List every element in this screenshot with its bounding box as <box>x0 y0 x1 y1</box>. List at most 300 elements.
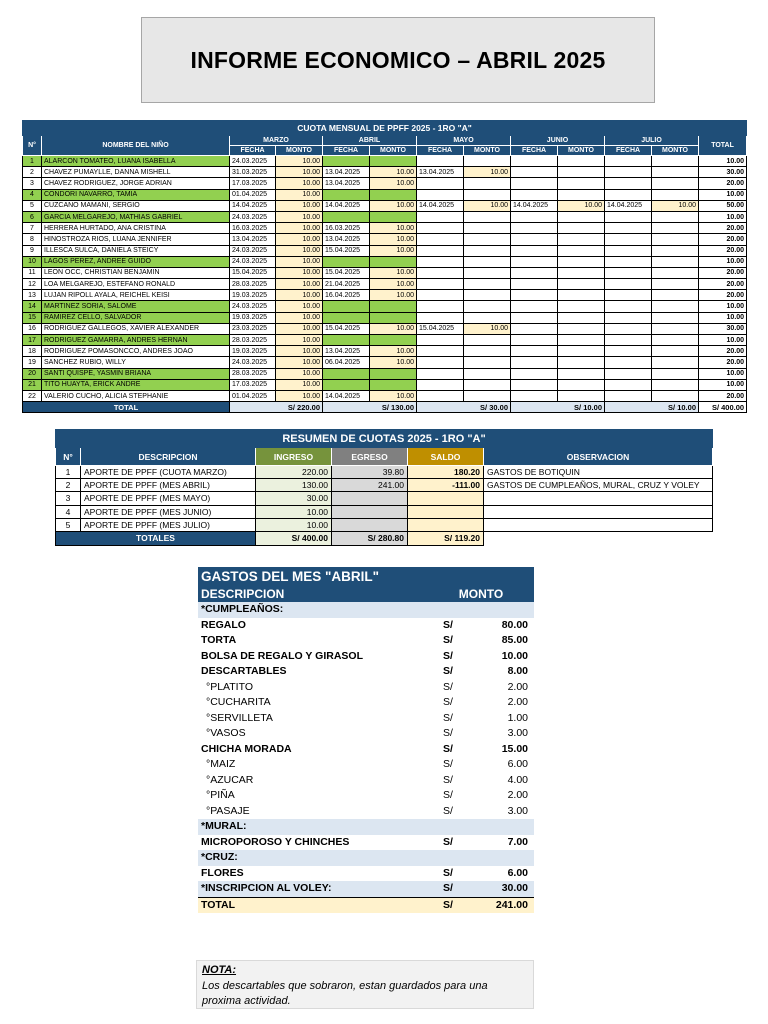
col-n-header: N° <box>23 136 42 156</box>
resumen-description: APORTE DE PPFF (MES MAYO) <box>81 492 256 505</box>
resumen-saldo <box>408 492 484 505</box>
payment-date: 13.04.2025 <box>323 346 370 357</box>
payment-amount <box>652 167 699 178</box>
payment-date <box>511 267 558 278</box>
gasto-description: °PASAJE <box>206 804 250 817</box>
student-name: CUZCANO MAMANI, SERGIO <box>42 200 230 211</box>
gasto-amount: 3.00 <box>507 804 528 817</box>
payment-date <box>417 189 464 200</box>
student-name: RODRIGUEZ GALLEGOS, XAVIER ALEXANDER <box>42 323 230 334</box>
payment-date <box>605 211 652 222</box>
student-name: RODRIGUEZ POMASONCCO, ANDRES JOAO <box>42 346 230 357</box>
row-total: 20.00 <box>699 346 747 357</box>
payment-date <box>605 390 652 401</box>
row-total: 10.00 <box>699 379 747 390</box>
payment-amount <box>464 290 511 301</box>
payment-amount <box>370 301 417 312</box>
resumen-total-saldo: S/ 119.20 <box>408 531 484 545</box>
payment-date <box>511 335 558 346</box>
resumen-saldo <box>408 518 484 531</box>
payment-amount: 10.00 <box>276 290 323 301</box>
table-row <box>23 346 747 357</box>
payment-amount <box>370 312 417 323</box>
payment-date <box>417 379 464 390</box>
gasto-description: °PIÑA <box>206 789 235 802</box>
payment-date: 31.03.2025 <box>230 167 276 178</box>
gasto-currency: S/ <box>443 696 453 709</box>
row-total: 20.00 <box>699 245 747 256</box>
payment-date <box>605 379 652 390</box>
row-number: 8 <box>23 234 42 245</box>
row-number: 20 <box>23 368 42 379</box>
resumen-row-number: 2 <box>56 479 81 492</box>
gasto-currency: S/ <box>443 634 453 647</box>
table-row <box>56 518 713 531</box>
payment-amount <box>558 256 605 267</box>
payment-amount <box>370 189 417 200</box>
payment-date <box>605 234 652 245</box>
payment-amount <box>464 301 511 312</box>
resumen-ingreso: 220.00 <box>256 466 332 479</box>
payment-amount: 10.00 <box>276 167 323 178</box>
payment-date <box>511 323 558 334</box>
gasto-description: °VASOS <box>206 727 246 740</box>
resumen-egreso: 39.80 <box>332 466 408 479</box>
resumen-saldo: -111.00 <box>408 479 484 492</box>
payment-amount <box>558 267 605 278</box>
monto-subheader: MONTO <box>464 146 511 156</box>
payment-amount <box>558 211 605 222</box>
month-total: S/ 220.00 <box>230 402 323 413</box>
payment-amount: 10.00 <box>276 245 323 256</box>
payment-amount <box>558 189 605 200</box>
payment-amount: 10.00 <box>276 223 323 234</box>
payment-amount <box>652 245 699 256</box>
payment-date: 15.04.2025 <box>417 323 464 334</box>
payment-date <box>605 290 652 301</box>
payment-amount <box>558 156 605 167</box>
gasto-amount <box>468 819 534 835</box>
payment-date: 19.03.2025 <box>230 290 276 301</box>
payment-date <box>511 189 558 200</box>
student-name: HERRERA HURTADO, ANA CRISTINA <box>42 223 230 234</box>
gasto-description: *INSCRIPCION AL VOLEY: <box>198 881 428 897</box>
cuota-mensual-table <box>22 120 747 413</box>
table-row <box>23 368 747 379</box>
payment-amount <box>558 290 605 301</box>
list-item <box>198 819 534 835</box>
payment-amount <box>652 323 699 334</box>
payment-amount: 10.00 <box>276 211 323 222</box>
row-total: 20.00 <box>699 223 747 234</box>
payment-amount <box>464 267 511 278</box>
student-name: LOA MELGAREJO, ESTEFANO RONALD <box>42 279 230 290</box>
payment-amount <box>558 357 605 368</box>
payment-date <box>511 357 558 368</box>
student-name: CONDORI NAVARRO, TAMIA <box>42 189 230 200</box>
payment-date <box>417 279 464 290</box>
row-number: 19 <box>23 357 42 368</box>
payment-amount <box>370 368 417 379</box>
row-total: 20.00 <box>699 267 747 278</box>
payment-amount <box>464 234 511 245</box>
gasto-description: FLORES <box>201 866 244 879</box>
resumen-row-number: 3 <box>56 492 81 505</box>
monto-subheader: MONTO <box>652 146 699 156</box>
resumen-cuotas-table <box>55 429 713 546</box>
payment-date: 16.03.2025 <box>230 223 276 234</box>
payment-amount <box>464 256 511 267</box>
gasto-currency: S/ <box>443 773 453 786</box>
payment-date <box>605 189 652 200</box>
row-total: 10.00 <box>699 335 747 346</box>
row-number: 5 <box>23 200 42 211</box>
payment-amount <box>558 223 605 234</box>
resumen-description: APORTE DE PPFF (CUOTA MARZO) <box>81 466 256 479</box>
payment-date: 14.04.2025 <box>605 200 652 211</box>
list-item <box>198 788 534 804</box>
row-number: 6 <box>23 211 42 222</box>
student-name: TITO HUAYTA, ERICK ANDRE <box>42 379 230 390</box>
payment-amount: 10.00 <box>370 357 417 368</box>
month-header: ABRIL <box>323 136 417 146</box>
payment-date <box>323 379 370 390</box>
table-row <box>23 290 747 301</box>
resumen-description: APORTE DE PPFF (MES JUNIO) <box>81 505 256 518</box>
list-item <box>198 602 534 618</box>
payment-date: 14.04.2025 <box>230 200 276 211</box>
resumen-row-number: 4 <box>56 505 81 518</box>
payment-amount <box>464 178 511 189</box>
resumen-saldo <box>408 505 484 518</box>
table-row <box>23 200 747 211</box>
payment-date: 01.04.2025 <box>230 189 276 200</box>
payment-date: 24.03.2025 <box>230 357 276 368</box>
payment-date <box>323 368 370 379</box>
nota-title: NOTA: <box>202 964 237 976</box>
payment-date <box>605 368 652 379</box>
payment-amount: 10.00 <box>276 346 323 357</box>
payment-date: 16.03.2025 <box>323 223 370 234</box>
gasto-currency: S/ <box>443 789 453 802</box>
payment-amount: 10.00 <box>276 368 323 379</box>
row-number: 21 <box>23 379 42 390</box>
payment-date <box>417 312 464 323</box>
payment-date <box>417 346 464 357</box>
student-name: LEON OCC, CHRISTIAN BENJAMIN <box>42 267 230 278</box>
payment-date <box>511 346 558 357</box>
payment-amount <box>464 279 511 290</box>
resumen-ingreso: 10.00 <box>256 505 332 518</box>
list-item <box>198 742 534 758</box>
payment-amount: 10.00 <box>370 178 417 189</box>
payment-date <box>323 256 370 267</box>
payment-date <box>511 245 558 256</box>
row-total: 50.00 <box>699 200 747 211</box>
resumen-observacion <box>484 505 713 518</box>
list-item <box>198 664 534 680</box>
gasto-amount: 7.00 <box>507 835 528 848</box>
payment-date <box>511 390 558 401</box>
gasto-currency: S/ <box>443 758 453 771</box>
gasto-description: TOTAL <box>198 897 428 913</box>
student-name: CHAVEZ RODRIGUEZ, JORGE ADRIAN <box>42 178 230 189</box>
fecha-subheader: FECHA <box>605 146 652 156</box>
resumen-observacion <box>484 518 713 531</box>
payment-amount: 10.00 <box>276 178 323 189</box>
payment-amount <box>464 189 511 200</box>
gastos-band-title: GASTOS DEL MES "ABRIL" <box>198 567 534 586</box>
gasto-amount: 10.00 <box>501 649 528 662</box>
list-item <box>198 726 534 742</box>
payment-amount: 10.00 <box>276 200 323 211</box>
table-row <box>23 211 747 222</box>
resumen-header-obs: OBSERVACION <box>484 448 713 466</box>
col-total-header: TOTAL <box>699 136 747 156</box>
table-row <box>23 379 747 390</box>
nota-text: Los descartables que sobraron, estan guardados para una proxima actividad. <box>202 979 488 1007</box>
month-total: S/ 130.00 <box>323 402 417 413</box>
list-item <box>198 850 534 866</box>
payment-amount <box>558 390 605 401</box>
table-row <box>56 505 713 518</box>
grand-total: S/ 400.00 <box>699 402 747 413</box>
gasto-currency: S/ <box>443 835 453 848</box>
payment-date: 06.04.2025 <box>323 357 370 368</box>
payment-amount <box>464 379 511 390</box>
payment-amount: 10.00 <box>276 312 323 323</box>
payment-date: 13.04.2025 <box>323 234 370 245</box>
gasto-amount: 1.00 <box>507 711 528 724</box>
payment-date <box>605 156 652 167</box>
fecha-subheader: FECHA <box>323 146 370 156</box>
payment-date <box>605 267 652 278</box>
row-number: 14 <box>23 301 42 312</box>
payment-amount <box>464 368 511 379</box>
payment-amount: 10.00 <box>276 156 323 167</box>
payment-amount <box>464 211 511 222</box>
student-name: MARTINEZ SORIA, SALOME <box>42 301 230 312</box>
payment-amount <box>652 346 699 357</box>
payment-date <box>417 335 464 346</box>
row-total: 10.00 <box>699 156 747 167</box>
payment-date <box>323 189 370 200</box>
table-row <box>23 335 747 346</box>
payment-amount <box>464 223 511 234</box>
payment-date <box>417 368 464 379</box>
payment-date: 15.04.2025 <box>323 323 370 334</box>
payment-date <box>417 390 464 401</box>
fecha-subheader: FECHA <box>417 146 464 156</box>
payment-date: 14.04.2025 <box>417 200 464 211</box>
payment-amount <box>652 368 699 379</box>
table-row <box>23 279 747 290</box>
payment-date: 15.04.2025 <box>230 267 276 278</box>
gasto-amount: 2.00 <box>507 696 528 709</box>
payment-amount <box>652 357 699 368</box>
gasto-description: °SERVILLETA <box>206 711 273 724</box>
table-row <box>23 178 747 189</box>
monto-subheader: MONTO <box>558 146 605 156</box>
payment-amount <box>558 301 605 312</box>
payment-amount <box>652 234 699 245</box>
payment-date <box>417 223 464 234</box>
row-number: 2 <box>23 167 42 178</box>
payment-amount <box>370 156 417 167</box>
gasto-currency: S/ <box>428 881 468 897</box>
payment-amount <box>652 223 699 234</box>
payment-amount: 10.00 <box>276 279 323 290</box>
payment-amount: 10.00 <box>276 357 323 368</box>
payment-amount: 10.00 <box>276 256 323 267</box>
list-item <box>198 680 534 696</box>
table-row <box>56 492 713 505</box>
payment-amount <box>652 178 699 189</box>
payment-amount: 10.00 <box>464 167 511 178</box>
gasto-amount: 80.00 <box>501 618 528 631</box>
student-name: GARCIA MELGAREJO, MATHIAS GABRIEL <box>42 211 230 222</box>
payment-amount <box>558 379 605 390</box>
payment-date <box>605 178 652 189</box>
payment-date: 14.04.2025 <box>323 200 370 211</box>
payment-amount <box>370 379 417 390</box>
resumen-ingreso: 130.00 <box>256 479 332 492</box>
row-total: 10.00 <box>699 312 747 323</box>
payment-date <box>605 279 652 290</box>
row-total: 20.00 <box>699 234 747 245</box>
list-item <box>198 711 534 727</box>
row-total: 10.00 <box>699 368 747 379</box>
payment-amount <box>652 267 699 278</box>
gasto-amount: 2.00 <box>507 680 528 693</box>
payment-date: 15.04.2025 <box>323 267 370 278</box>
resumen-row-number: 5 <box>56 518 81 531</box>
gasto-amount: 15.00 <box>501 742 528 755</box>
resumen-saldo: 180.20 <box>408 466 484 479</box>
payment-amount <box>652 189 699 200</box>
payment-date: 28.03.2025 <box>230 368 276 379</box>
payment-date <box>417 301 464 312</box>
payment-date: 23.03.2025 <box>230 323 276 334</box>
payment-amount: 10.00 <box>370 267 417 278</box>
nota-box <box>196 960 534 1009</box>
student-name: LAGOS PEREZ, ANDREE GUIDO <box>42 256 230 267</box>
resumen-egreso: 241.00 <box>332 479 408 492</box>
payment-date <box>417 245 464 256</box>
row-number: 3 <box>23 178 42 189</box>
row-total: 20.00 <box>699 178 747 189</box>
payment-amount <box>370 335 417 346</box>
total-label: TOTAL <box>23 402 230 413</box>
gasto-amount: 30.00 <box>468 881 534 897</box>
list-item <box>198 804 534 820</box>
row-number: 10 <box>23 256 42 267</box>
row-number: 22 <box>23 390 42 401</box>
payment-amount: 10.00 <box>464 323 511 334</box>
payment-amount: 10.00 <box>370 245 417 256</box>
month-total: S/ 10.00 <box>511 402 605 413</box>
list-item <box>198 618 534 634</box>
table-row <box>23 245 747 256</box>
gasto-currency <box>428 819 468 835</box>
payment-date <box>605 245 652 256</box>
table-row <box>23 234 747 245</box>
student-name: SANCHEZ RUBIO, WILLY <box>42 357 230 368</box>
payment-date <box>417 234 464 245</box>
gasto-currency <box>428 850 468 866</box>
gasto-amount <box>468 850 534 866</box>
payment-date: 14.04.2025 <box>323 390 370 401</box>
row-total: 30.00 <box>699 167 747 178</box>
payment-amount <box>652 256 699 267</box>
payment-date <box>323 335 370 346</box>
resumen-observacion: GASTOS DE BOTIQUIN <box>484 466 713 479</box>
resumen-header-n: N° <box>56 448 81 466</box>
payment-date <box>605 301 652 312</box>
table-row <box>23 301 747 312</box>
payment-amount <box>652 211 699 222</box>
gasto-amount: 85.00 <box>501 634 528 647</box>
resumen-header-ingreso: INGRESO <box>256 448 332 466</box>
row-number: 11 <box>23 267 42 278</box>
payment-date: 17.03.2025 <box>230 178 276 189</box>
payment-date: 24.03.2025 <box>230 211 276 222</box>
payment-amount: 10.00 <box>464 200 511 211</box>
gasto-currency: S/ <box>443 665 453 678</box>
payment-amount <box>652 390 699 401</box>
resumen-header-saldo: SALDO <box>408 448 484 466</box>
payment-date: 28.03.2025 <box>230 279 276 290</box>
table-row <box>56 466 713 479</box>
student-name: HINOSTROZA RIOS, LUANA JENNIFER <box>42 234 230 245</box>
payment-date: 19.03.2025 <box>230 312 276 323</box>
payment-date <box>323 312 370 323</box>
student-name: RODRIGUEZ GAMARRA, ANDRES HERNAN <box>42 335 230 346</box>
payment-date: 14.04.2025 <box>511 200 558 211</box>
payment-date <box>605 256 652 267</box>
payment-amount <box>464 312 511 323</box>
payment-date <box>511 223 558 234</box>
cuota-band-title: CUOTA MENSUAL DE PPFF 2025 - 1RO "A" <box>23 121 747 136</box>
payment-amount <box>464 390 511 401</box>
payment-amount <box>652 279 699 290</box>
payment-date: 19.03.2025 <box>230 346 276 357</box>
resumen-band-title: RESUMEN DE CUOTAS 2025 - 1RO "A" <box>56 430 713 448</box>
gasto-currency: S/ <box>443 742 453 755</box>
month-header: JULIO <box>605 136 699 146</box>
payment-date <box>511 312 558 323</box>
resumen-row-number: 1 <box>56 466 81 479</box>
resumen-ingreso: 30.00 <box>256 492 332 505</box>
row-number: 4 <box>23 189 42 200</box>
month-total: S/ 10.00 <box>605 402 699 413</box>
col-name-header: NOMBRE DEL NIÑO <box>42 136 230 156</box>
student-name: ALARCON TOMATEO, LUANA ISABELLA <box>42 156 230 167</box>
payment-amount: 10.00 <box>276 189 323 200</box>
gasto-description: *MURAL: <box>198 819 428 835</box>
student-name: SANTI QUISPE, YASMIN BRIANA <box>42 368 230 379</box>
gastos-desc-header: DESCRIPCION <box>198 586 428 602</box>
row-total: 20.00 <box>699 290 747 301</box>
payment-date <box>511 379 558 390</box>
payment-date <box>511 211 558 222</box>
payment-date <box>605 335 652 346</box>
gasto-currency: S/ <box>443 649 453 662</box>
row-number: 9 <box>23 245 42 256</box>
table-row <box>23 267 747 278</box>
payment-date: 13.04.2025 <box>323 178 370 189</box>
payment-amount <box>558 245 605 256</box>
